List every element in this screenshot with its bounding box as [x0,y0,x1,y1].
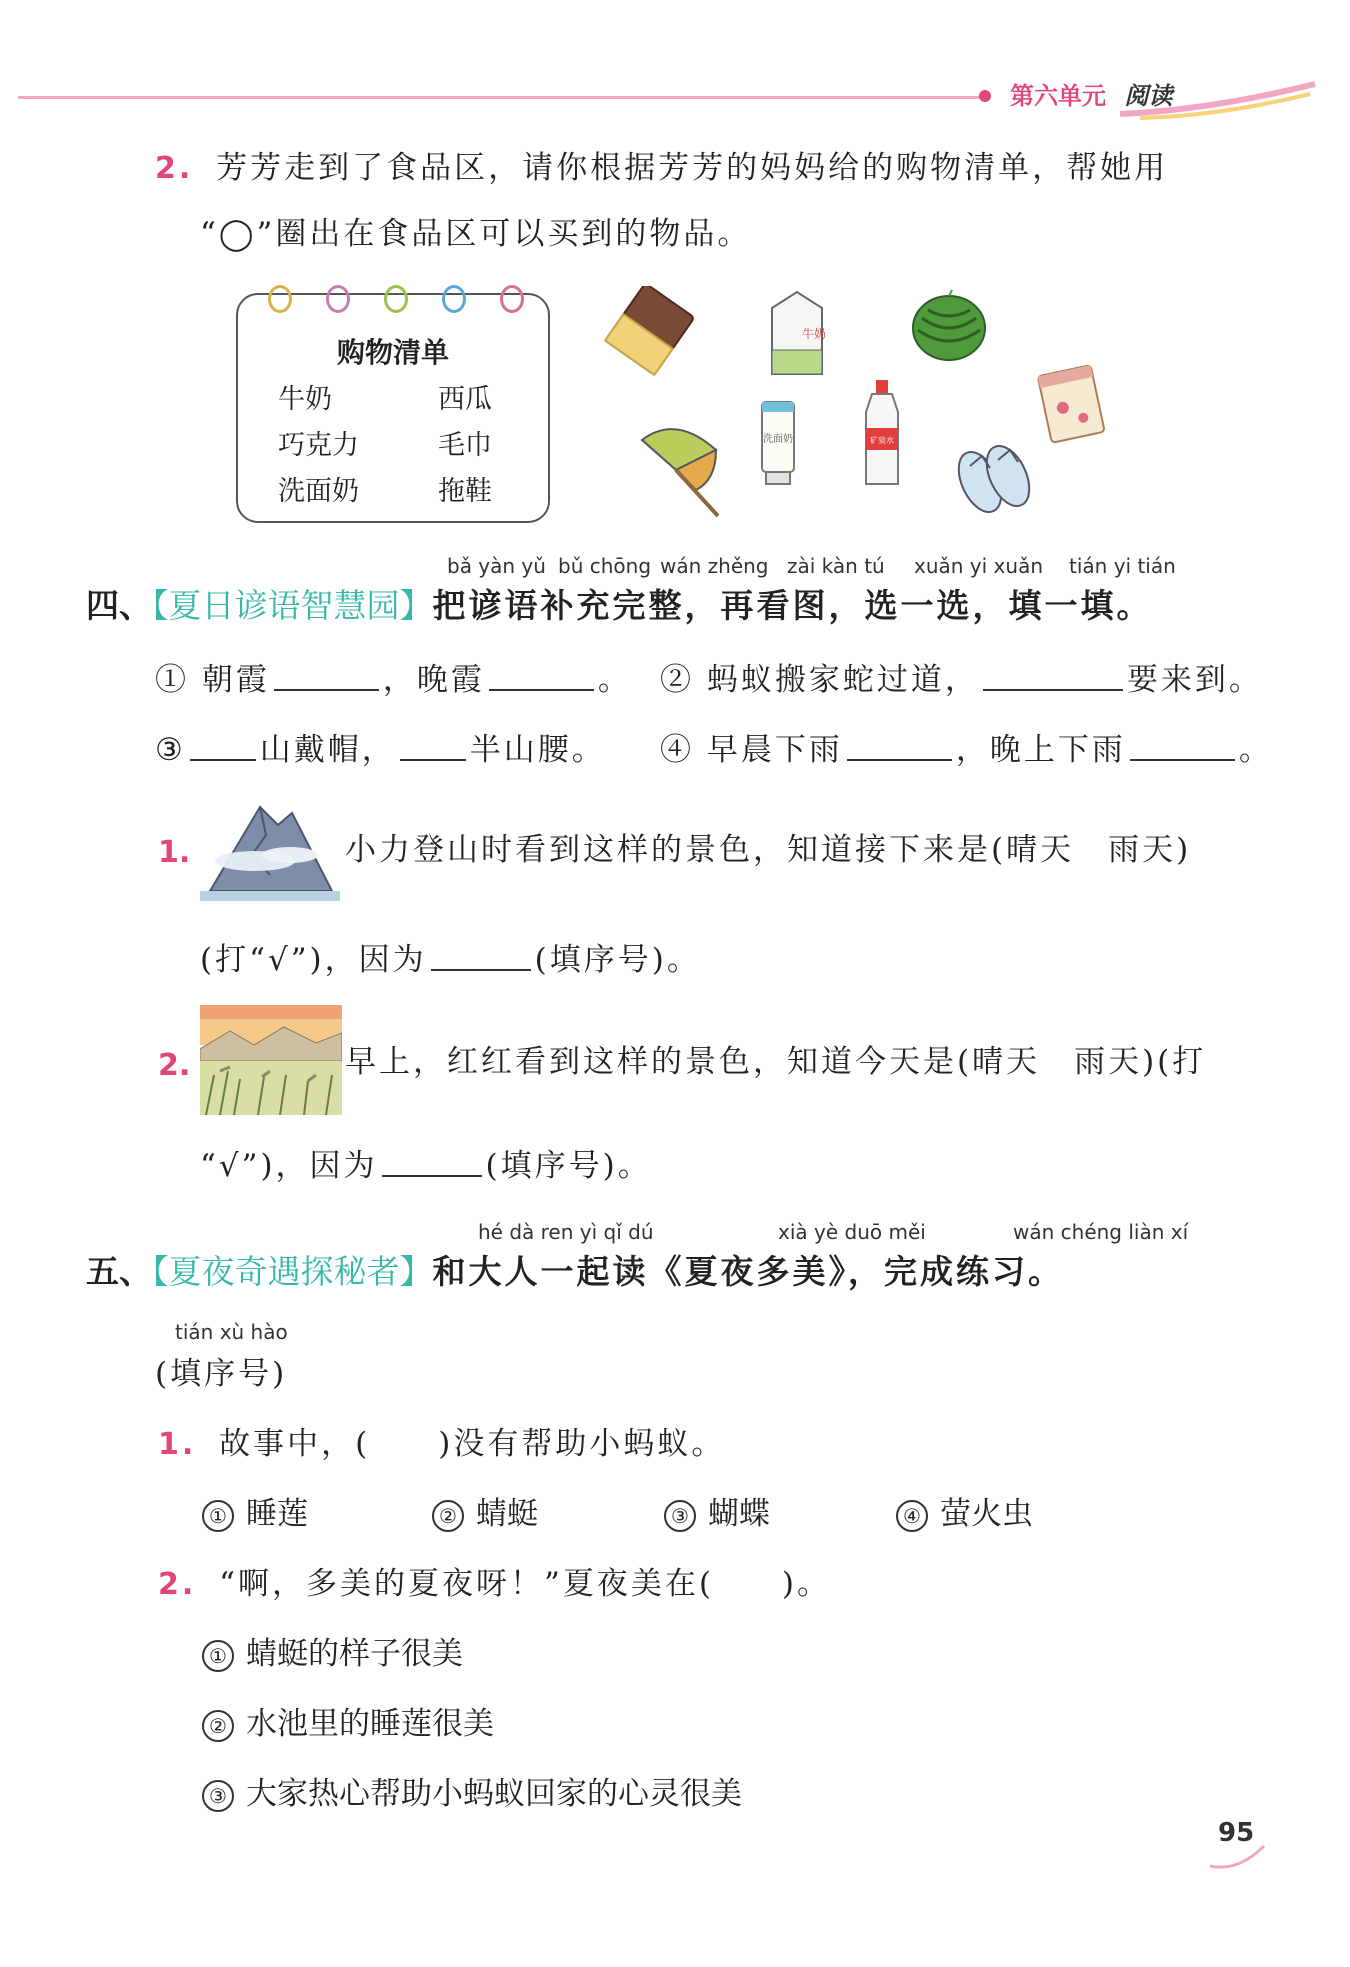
milk-carton-icon [762,288,832,378]
sec5-instruction: 和大人一起读《夏夜多美》，完成练习。 [432,1252,1064,1291]
proverb-3: ③ 山戴帽， 半山腰。 [155,732,606,768]
sec5-q1: 1. 故事中，( )没有帮助小蚂蚁。 [158,1426,726,1462]
sec5-q1-number: 1. [158,1427,197,1462]
proverb-2: ② 蚂蚁搬家蛇过道， 要来到。 [660,662,1263,698]
towel-icon [1036,360,1106,446]
list-item: 西瓜 [438,384,492,415]
blank[interactable] [400,758,466,761]
ring-icon [268,285,292,313]
watermelon-icon [908,288,990,364]
sec5-sub-pinyin: tián xù hào [175,1320,288,1344]
sunrise-field-icon [200,1005,342,1115]
slippers-icon [950,436,1040,518]
unit-label: 第六单元 [1010,82,1106,110]
sec5-q2-option-3[interactable]: ③ 大家热心帮助小蚂蚁回家的心灵很美 [202,1768,742,1813]
swoosh-icon [1120,80,1320,120]
ring-icon [500,285,524,313]
sec5-pinyin-2: xià yè duō měi [778,1220,926,1244]
mountain-cloud-icon [200,795,340,905]
ring-icon [326,285,350,313]
sec5-heading [86,1246,1064,1293]
shopping-list-card [236,293,550,523]
sec5-q2-number: 2. [158,1567,197,1602]
blank[interactable] [847,758,952,761]
sec4-q2-line1: 早上，红红看到这样的景色，知道今天是(晴天 雨天)(打 [345,1044,1207,1080]
list-item: 巧克力 [278,430,359,461]
umbrella-icon [636,420,726,520]
sec4-pinyin-2: bǔ chōng [558,554,652,578]
list-item: 毛巾 [438,430,492,461]
list-item: 洗面奶 [278,476,359,507]
cleanser-label: 洗面奶 [763,434,793,445]
sec4-prefix: 四、 [86,586,152,625]
dot-icon [975,86,995,106]
water-bottle-icon [858,378,906,490]
sec4-q2-number: 2. [158,1048,191,1083]
proverb-4: ④ 早晨下雨 ，晚上下雨 。 [660,732,1273,768]
sec4-instruction: 把谚语补充完整，再看图，选一选，填一填。 [432,586,1153,625]
q2-number: 2. [155,151,194,186]
sec4-pinyin-3: wán zhěng [660,554,769,578]
sec4-pinyin-1: bǎ yàn yǔ [447,554,546,578]
sec5-q1-option-1[interactable]: ① 睡莲 [202,1488,308,1533]
sec4-tag: 【夏日谚语智慧园】 [152,586,433,625]
sec5-q2-option-1[interactable]: ① 蜻蜓的样子很美 [202,1628,463,1673]
page-number: 95 [1218,1818,1255,1848]
chocolate-icon [596,286,706,386]
sec5-q1-option-3[interactable]: ③ 蝴蝶 [664,1488,770,1533]
sec4-q1-number: 1. [158,835,191,870]
sec4-q1-line2: (打“√”)，因为 (填序号)。 [200,942,701,978]
sec5-q1-option-2[interactable]: ② 蜻蜓 [432,1488,538,1533]
ring-icon [442,285,466,313]
blank[interactable] [489,688,594,691]
sec5-tag: 【夏夜奇遇探秘者】 [152,1252,433,1291]
water-label: 矿泉水 [870,436,894,445]
sec5-pinyin-1: hé dà ren yì qǐ dú [478,1220,654,1244]
blank[interactable] [431,968,531,971]
shopping-list-title: 购物清单 [336,336,449,369]
list-item: 牛奶 [278,384,332,415]
q2-line2: “◯”圈出在食品区可以买到的物品。 [200,216,752,252]
ring-icon [384,285,408,313]
sec5-subtitle: (填序号) [155,1356,288,1392]
sec5-q1-option-4[interactable]: ④ 萤火虫 [896,1488,1033,1533]
list-item: 拖鞋 [438,476,492,507]
q2-line1 [155,142,1168,187]
blank[interactable] [1130,758,1235,761]
page-swoosh-icon [1208,1844,1268,1874]
sec4-heading [86,580,1153,627]
sec5-q2: 2. “啊，多美的夏夜呀！”夏夜美在( )。 [158,1566,832,1602]
sec4-pinyin-5: xuǎn yi xuǎn [914,554,1043,578]
sec4-q1-line1: 小力登山时看到这样的景色，知道接下来是(晴天 雨天) [345,832,1192,868]
sec5-pinyin-3: wán chéng liàn xí [1013,1220,1189,1244]
sec4-pinyin-4: zài kàn tú [787,554,885,578]
blank[interactable] [983,688,1123,691]
header-rule [18,96,988,99]
blank[interactable] [190,758,256,761]
sec4-pinyin-6: tián yi tián [1069,554,1176,578]
subject-label: 阅读 [1124,82,1173,110]
milk-label: 牛奶 [802,327,827,341]
sec4-q2-line2: “√”)，因为 (填序号)。 [200,1148,652,1184]
proverb-1: ① 朝霞 ，晚霞 。 [155,662,632,698]
face-cleanser-icon [754,396,802,488]
blank[interactable] [382,1174,482,1177]
blank[interactable] [274,688,379,691]
q2-text-1: 芳芳走到了食品区，请你根据芳芳的妈妈给的购物清单，帮她用 [216,150,1169,186]
sec5-q2-option-2[interactable]: ② 水池里的睡莲很美 [202,1698,494,1743]
sec5-prefix: 五、 [86,1252,152,1291]
